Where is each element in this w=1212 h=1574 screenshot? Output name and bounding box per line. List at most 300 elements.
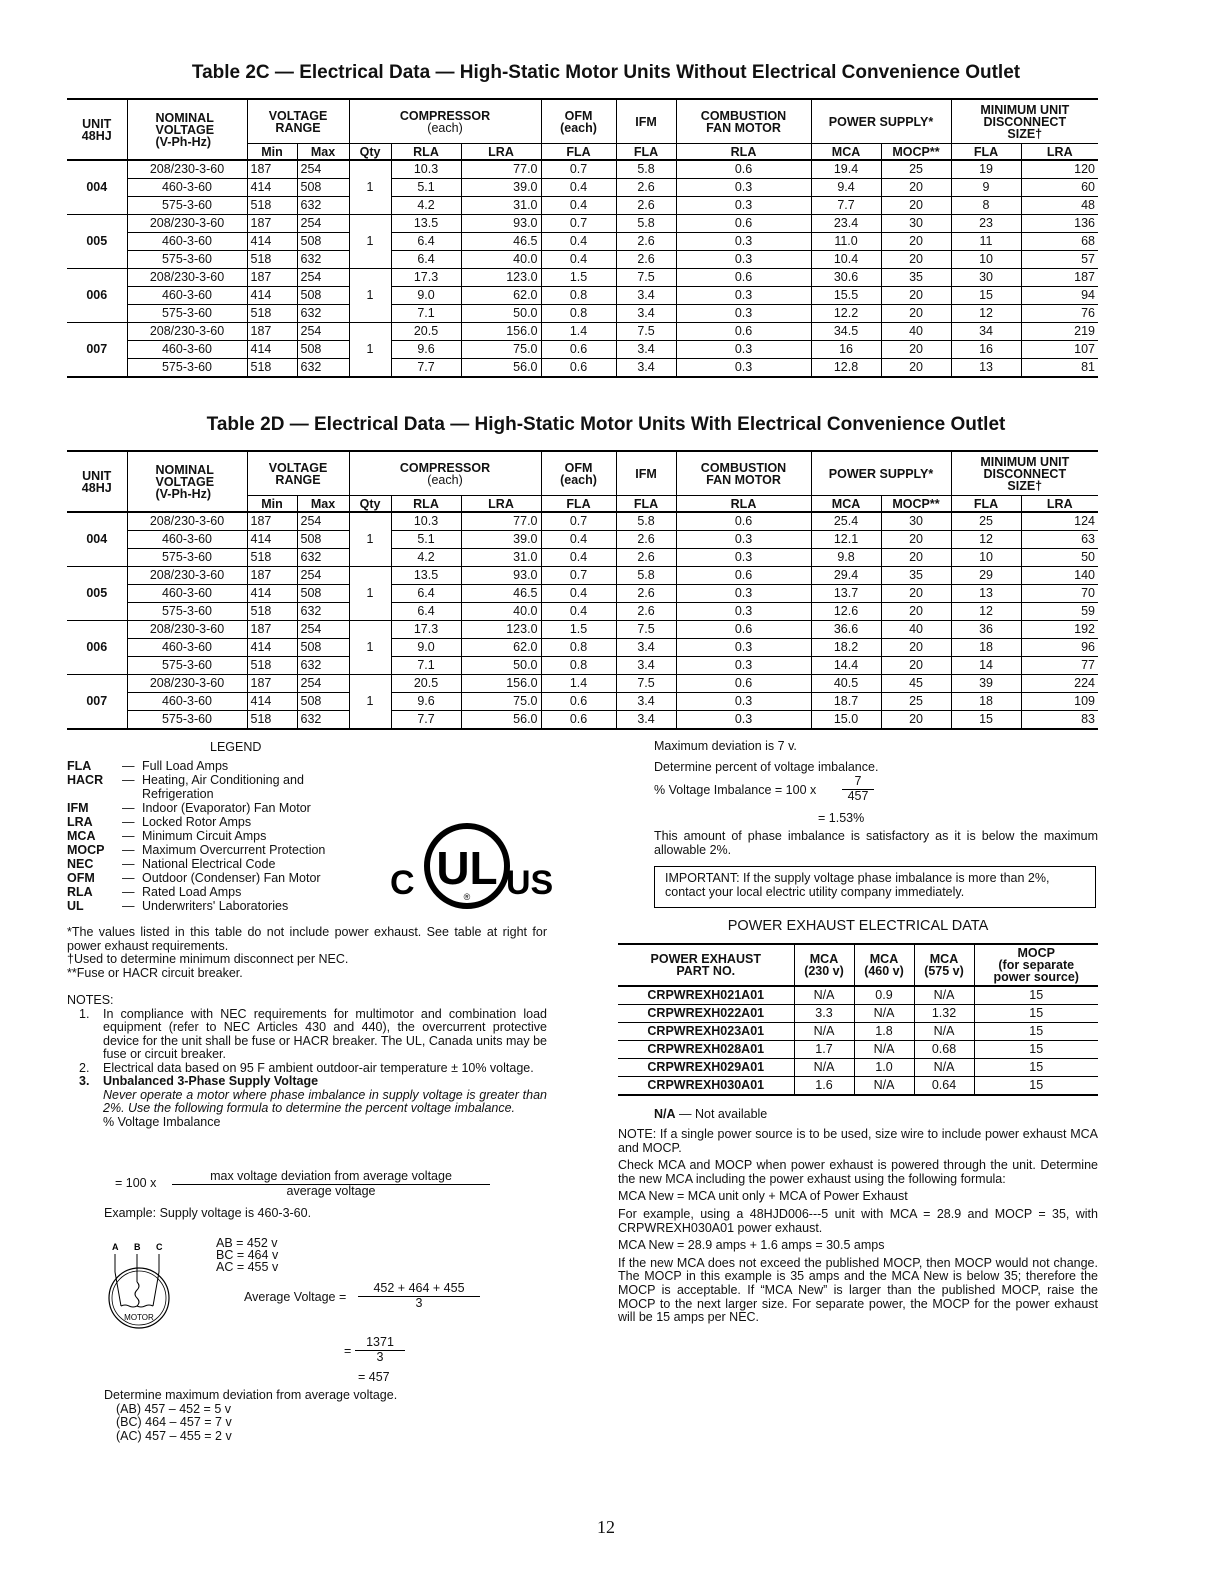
- important-text: IMPORTANT: If the supply voltage phase imbalance is more than 2%, contact your local electric utility company immediately.: [665, 871, 1050, 899]
- ifm-fla-cell: 7.5: [616, 323, 676, 341]
- max-cell: 508: [297, 639, 349, 657]
- lra-cell: 77.0: [461, 160, 541, 179]
- note-3-number: 3.: [79, 1074, 90, 1088]
- legend-title: LEGEND: [210, 740, 262, 754]
- pe-header-part: POWER EXHAUST PART NO.: [650, 952, 761, 978]
- legend-dash: —: [122, 871, 135, 885]
- mocp-cell: 20: [881, 657, 951, 675]
- pe-note-2: Check MCA and MOCP when power exhaust is powered through the unit. Determine the new MCA including the power exhaust using the following formula:: [618, 1158, 1098, 1186]
- notes-heading: NOTES:: [67, 993, 114, 1007]
- table-row: [67, 693, 1098, 711]
- nominal-voltage-cell: 208/230-3-60: [127, 567, 247, 585]
- table-row: [67, 711, 1098, 730]
- pe-value-cell: N/A: [854, 1005, 914, 1023]
- table-2c: [67, 98, 1098, 378]
- rla-cell: 9.6: [391, 341, 461, 359]
- hdr-min-disconnect: MINIMUM UNIT DISCONNECT SIZE†: [951, 99, 1098, 144]
- comb-rla-cell: 0.3: [676, 305, 811, 323]
- table-row: [67, 269, 1098, 287]
- legend-text: Indoor (Evaporator) Fan Motor: [142, 801, 311, 815]
- lra-cell: 46.5: [461, 233, 541, 251]
- mocp-cell: 25: [881, 693, 951, 711]
- legend-item: [67, 773, 325, 787]
- pe-value-cell: N/A: [914, 986, 974, 1005]
- ofm-fla-cell: 0.4: [541, 179, 616, 197]
- hdr-nominal-voltage: NOMINAL VOLTAGE (V-Ph-Hz): [127, 451, 247, 512]
- ifm-fla-cell: 2.6: [616, 531, 676, 549]
- footnote-dstar: **Fuse or HACR circuit breaker.: [67, 965, 243, 980]
- qty-cell: 1: [349, 323, 391, 378]
- comb-rla-cell: 0.3: [676, 711, 811, 730]
- min-cell: 414: [247, 531, 297, 549]
- mca-cell: 9.8: [811, 549, 881, 567]
- hdr-voltage-range: VOLTAGE RANGE: [247, 451, 349, 496]
- nominal-voltage-cell: 208/230-3-60: [127, 269, 247, 287]
- nominal-voltage-cell: 208/230-3-60: [127, 512, 247, 531]
- qty-cell: 1: [349, 675, 391, 730]
- motor-label: MOTOR: [124, 1313, 154, 1322]
- disc-fla-cell: 16: [951, 341, 1021, 359]
- pe-value-cell: 15: [974, 1041, 1098, 1059]
- mocp-cell: 20: [881, 251, 951, 269]
- table-row: [67, 160, 1098, 179]
- pe-value-cell: 0.68: [914, 1041, 974, 1059]
- nominal-voltage-cell: 575-3-60: [127, 359, 247, 378]
- disc-lra-cell: 81: [1021, 359, 1098, 378]
- pct-fraction: [842, 775, 874, 803]
- ofm-fla-cell: 0.8: [541, 639, 616, 657]
- disc-fla-cell: 15: [951, 711, 1021, 730]
- max-cell: 508: [297, 693, 349, 711]
- pe-header-mocp: MOCP (for separate power source): [974, 944, 1098, 986]
- pe-part-cell: CRPWREXH029A01: [647, 1060, 765, 1074]
- disc-fla-cell: 13: [951, 359, 1021, 378]
- pe-value-cell: N/A: [854, 1077, 914, 1096]
- disc-fla-cell: 9: [951, 179, 1021, 197]
- legend-item: [67, 843, 325, 857]
- comb-rla-cell: 0.3: [676, 603, 811, 621]
- min-cell: 414: [247, 179, 297, 197]
- mca-cell: 29.4: [811, 567, 881, 585]
- lra-cell: 39.0: [461, 179, 541, 197]
- hdr-power-supply: POWER SUPPLY*: [811, 451, 951, 496]
- disc-fla-cell: 12: [951, 603, 1021, 621]
- formula-numerator: max voltage deviation from average voltage: [172, 1170, 490, 1185]
- min-cell: 187: [247, 323, 297, 341]
- nominal-voltage-cell: 575-3-60: [127, 197, 247, 215]
- disc-fla-cell: 13: [951, 585, 1021, 603]
- footnotes: [67, 926, 547, 980]
- mocp-cell: 20: [881, 531, 951, 549]
- mca-cell: 15.5: [811, 287, 881, 305]
- hdr-min: Min: [247, 496, 297, 513]
- disc-lra-cell: 50: [1021, 549, 1098, 567]
- legend-abbr: IFM: [67, 801, 89, 815]
- legend-text: Minimum Circuit Amps: [142, 829, 267, 843]
- lra-cell: 75.0: [461, 693, 541, 711]
- hdr-rla: RLA: [391, 496, 461, 513]
- unit-cell: 006: [67, 621, 127, 675]
- mocp-cell: 40: [881, 323, 951, 341]
- ofm-fla-cell: 0.7: [541, 567, 616, 585]
- lra-cell: 31.0: [461, 197, 541, 215]
- ofm-fla-cell: 0.4: [541, 585, 616, 603]
- mca-cell: 16: [811, 341, 881, 359]
- comb-rla-cell: 0.6: [676, 160, 811, 179]
- pe-note-3: MCA New = MCA unit only + MCA of Power Exhaust: [618, 1189, 908, 1204]
- pe-value-cell: 1.7: [794, 1041, 854, 1059]
- hdr-comb-rla: RLA: [676, 496, 811, 513]
- hdr-comb-rla: RLA: [676, 144, 811, 161]
- comb-rla-cell: 0.3: [676, 341, 811, 359]
- rla-cell: 13.5: [391, 567, 461, 585]
- hdr-combustion: COMBUSTION FAN MOTOR: [676, 451, 811, 496]
- ofm-fla-cell: 1.4: [541, 675, 616, 693]
- hdr-ofm: OFM (each): [541, 451, 616, 496]
- deviation-bc: (BC) 464 – 457 = 7 v: [116, 1415, 232, 1430]
- comb-rla-cell: 0.6: [676, 567, 811, 585]
- comb-rla-cell: 0.3: [676, 639, 811, 657]
- ofm-fla-cell: 0.6: [541, 341, 616, 359]
- rla-cell: 7.7: [391, 711, 461, 730]
- determine-percent: Determine percent of voltage imbalance.: [654, 760, 879, 774]
- table-row: [67, 305, 1098, 323]
- comb-rla-cell: 0.6: [676, 675, 811, 693]
- nominal-voltage-cell: 460-3-60: [127, 585, 247, 603]
- ofm-fla-cell: 0.4: [541, 603, 616, 621]
- ifm-fla-cell: 3.4: [616, 711, 676, 730]
- min-cell: 518: [247, 251, 297, 269]
- disc-lra-cell: 68: [1021, 233, 1098, 251]
- legend-item: [67, 857, 325, 871]
- ifm-fla-cell: 2.6: [616, 549, 676, 567]
- note-1: In compliance with NEC requirements for multimotor and combination load equipment (refer to NEC Articles 430 and 440), the overcurrent protective device for the unit shall be fuse or HACR breaker. The UL, Canada units may be fuse or circuit breaker.: [103, 1006, 547, 1061]
- max-cell: 254: [297, 675, 349, 693]
- ifm-fla-cell: 2.6: [616, 603, 676, 621]
- nominal-voltage-cell: 460-3-60: [127, 287, 247, 305]
- lra-cell: 56.0: [461, 359, 541, 378]
- footnote-dagger: †Used to determine minimum disconnect per NEC.: [67, 952, 349, 966]
- example-text: Example: Supply voltage is 460-3-60.: [104, 1206, 312, 1220]
- ofm-fla-cell: 0.4: [541, 251, 616, 269]
- disc-lra-cell: 60: [1021, 179, 1098, 197]
- nominal-voltage-cell: 460-3-60: [127, 639, 247, 657]
- disc-fla-cell: 8: [951, 197, 1021, 215]
- qty-cell: 1: [349, 567, 391, 621]
- hdr-ifm-fla: FLA: [616, 144, 676, 161]
- comb-rla-cell: 0.3: [676, 657, 811, 675]
- mca-cell: 18.7: [811, 693, 881, 711]
- rla-cell: 6.4: [391, 603, 461, 621]
- ofm-fla-cell: 0.7: [541, 215, 616, 233]
- disc-lra-cell: 109: [1021, 693, 1098, 711]
- mca-cell: 9.4: [811, 179, 881, 197]
- disc-lra-cell: 219: [1021, 323, 1098, 341]
- mocp-cell: 45: [881, 675, 951, 693]
- max-cell: 254: [297, 160, 349, 179]
- comb-rla-cell: 0.3: [676, 179, 811, 197]
- voltage-ab: AB = 452 v: [216, 1236, 278, 1250]
- ofm-fla-cell: 0.4: [541, 531, 616, 549]
- nominal-voltage-cell: 208/230-3-60: [127, 323, 247, 341]
- legend-text: Outdoor (Condenser) Fan Motor: [142, 871, 321, 885]
- mocp-cell: 20: [881, 585, 951, 603]
- pe-part-cell: CRPWREXH022A01: [647, 1006, 765, 1020]
- lra-cell: 40.0: [461, 251, 541, 269]
- ifm-fla-cell: 5.8: [616, 567, 676, 585]
- max-cell: 632: [297, 305, 349, 323]
- hdr-combustion: COMBUSTION FAN MOTOR: [676, 99, 811, 144]
- pe-part-cell: CRPWREXH028A01: [647, 1042, 765, 1056]
- voltage-bc: BC = 464 v: [216, 1248, 279, 1262]
- nominal-voltage-cell: 208/230-3-60: [127, 675, 247, 693]
- disc-fla-cell: 15: [951, 287, 1021, 305]
- legend-text: Rated Load Amps: [142, 885, 242, 899]
- table-row: [67, 215, 1098, 233]
- pe-value-cell: 15: [974, 1023, 1098, 1041]
- rla-cell: 10.3: [391, 160, 461, 179]
- mocp-cell: 20: [881, 233, 951, 251]
- min-cell: 414: [247, 287, 297, 305]
- motor-label-c: C: [156, 1242, 163, 1252]
- mocp-cell: 35: [881, 269, 951, 287]
- deviation-block: [104, 1389, 397, 1443]
- hdr-mca: MCA: [811, 496, 881, 513]
- disc-fla-cell: 30: [951, 269, 1021, 287]
- ul-mark-us: US: [506, 864, 554, 902]
- legend-item: [67, 759, 325, 773]
- min-cell: 518: [247, 657, 297, 675]
- ifm-fla-cell: 5.8: [616, 215, 676, 233]
- max-cell: 632: [297, 711, 349, 730]
- min-cell: 414: [247, 585, 297, 603]
- max-cell: 254: [297, 567, 349, 585]
- rla-cell: 9.0: [391, 287, 461, 305]
- ofm-fla-cell: 0.7: [541, 512, 616, 531]
- mocp-cell: 20: [881, 305, 951, 323]
- formula-lhs: = 100 x: [115, 1176, 157, 1190]
- mca-cell: 25.4: [811, 512, 881, 531]
- max-cell: 508: [297, 179, 349, 197]
- max-cell: 254: [297, 512, 349, 531]
- disc-lra-cell: 107: [1021, 341, 1098, 359]
- rla-cell: 20.5: [391, 675, 461, 693]
- pe-value-cell: 15: [974, 986, 1098, 1005]
- sum-equals: =: [344, 1344, 352, 1358]
- max-cell: 254: [297, 215, 349, 233]
- pe-header-mca575: MCA (575 v): [914, 944, 974, 986]
- pe-part-cell: CRPWREXH030A01: [647, 1078, 765, 1092]
- avg-voltage-label: Average Voltage =: [244, 1290, 347, 1304]
- pe-note-5: MCA New = 28.9 amps + 1.6 amps = 30.5 amps: [618, 1238, 885, 1253]
- rla-cell: 17.3: [391, 269, 461, 287]
- legend-abbr: OFM: [67, 871, 95, 885]
- satisfactory-text: This amount of phase imbalance is satisfactory as it is below the maximum allowable 2%.: [654, 829, 1098, 857]
- hdr-unit: UNIT 48HJ: [67, 451, 127, 512]
- min-cell: 518: [247, 711, 297, 730]
- table-2c-title: Table 2C — Electrical Data — High-Static Motor Units Without Electrical Convenience Outlet: [191, 62, 1021, 83]
- lra-cell: 50.0: [461, 657, 541, 675]
- nominal-voltage-cell: 575-3-60: [127, 603, 247, 621]
- lra-cell: 50.0: [461, 305, 541, 323]
- max-cell: 508: [297, 233, 349, 251]
- voltage-readings: [216, 1237, 278, 1273]
- table-row: [67, 567, 1098, 585]
- hdr-qty: Qty: [349, 144, 391, 161]
- hdr-max: Max: [297, 144, 349, 161]
- hdr-disc-fla: FLA: [951, 144, 1021, 161]
- hdr-min: Min: [247, 144, 297, 161]
- unit-cell: 006: [67, 269, 127, 323]
- min-cell: 518: [247, 549, 297, 567]
- max-cell: 254: [297, 323, 349, 341]
- min-cell: 187: [247, 621, 297, 639]
- rla-cell: 7.1: [391, 657, 461, 675]
- legend-list: [67, 759, 325, 913]
- lra-cell: 77.0: [461, 512, 541, 531]
- hdr-power-supply: POWER SUPPLY*: [811, 99, 951, 144]
- rla-cell: 10.3: [391, 512, 461, 531]
- mca-cell: 11.0: [811, 233, 881, 251]
- unit-cell: 007: [67, 675, 127, 730]
- legend-item: [67, 801, 325, 815]
- qty-cell: 1: [349, 215, 391, 269]
- legend-dash: —: [122, 885, 135, 899]
- ul-mark-c: C: [390, 864, 415, 902]
- mocp-cell: 20: [881, 549, 951, 567]
- nominal-voltage-cell: 208/230-3-60: [127, 160, 247, 179]
- comb-rla-cell: 0.3: [676, 287, 811, 305]
- mocp-cell: 20: [881, 197, 951, 215]
- mca-cell: 10.4: [811, 251, 881, 269]
- pe-value-cell: N/A: [794, 1023, 854, 1041]
- mocp-cell: 30: [881, 512, 951, 531]
- hdr-lra: LRA: [461, 496, 541, 513]
- na-abbr: N/A: [654, 1107, 676, 1121]
- legend-text: Locked Rotor Amps: [142, 815, 252, 829]
- disc-lra-cell: 140: [1021, 567, 1098, 585]
- hdr-unit: UNIT 48HJ: [67, 99, 127, 160]
- deviation-ab: (AB) 457 – 452 = 5 v: [116, 1401, 232, 1416]
- ifm-fla-cell: 7.5: [616, 269, 676, 287]
- max-cell: 508: [297, 585, 349, 603]
- disc-fla-cell: 29: [951, 567, 1021, 585]
- table-row: [67, 359, 1098, 378]
- ofm-fla-cell: 0.8: [541, 657, 616, 675]
- disc-lra-cell: 70: [1021, 585, 1098, 603]
- comb-rla-cell: 0.3: [676, 693, 811, 711]
- mca-cell: 34.5: [811, 323, 881, 341]
- legend-item: [67, 829, 325, 843]
- disc-lra-cell: 120: [1021, 160, 1098, 179]
- formula-denominator: average voltage: [286, 1183, 376, 1198]
- legend-abbr: MOCP: [67, 843, 105, 857]
- pct-result: = 1.53%: [818, 811, 865, 825]
- nominal-voltage-cell: 575-3-60: [127, 305, 247, 323]
- table-2d: [67, 450, 1098, 730]
- lra-cell: 56.0: [461, 711, 541, 730]
- ifm-fla-cell: 7.5: [616, 675, 676, 693]
- nominal-voltage-cell: 208/230-3-60: [127, 215, 247, 233]
- legend-item: [67, 815, 325, 829]
- sum-fraction: [355, 1336, 405, 1364]
- legend-dash: —: [122, 843, 135, 857]
- unit-cell: 004: [67, 160, 127, 215]
- deviation-title: Determine maximum deviation from average voltage.: [104, 1388, 398, 1402]
- note-3-title: Unbalanced 3-Phase Supply Voltage: [103, 1074, 319, 1088]
- ifm-fla-cell: 7.5: [616, 621, 676, 639]
- lra-cell: 46.5: [461, 585, 541, 603]
- legend-dash: —: [122, 857, 135, 871]
- table-row: [67, 621, 1098, 639]
- comb-rla-cell: 0.3: [676, 251, 811, 269]
- max-cell: 508: [297, 287, 349, 305]
- pe-value-cell: N/A: [854, 1041, 914, 1059]
- rla-cell: 7.7: [391, 359, 461, 378]
- mocp-cell: 20: [881, 359, 951, 378]
- legend-text: Underwriters' Laboratories: [142, 899, 289, 913]
- mca-cell: 14.4: [811, 657, 881, 675]
- table-row: [67, 531, 1098, 549]
- min-cell: 414: [247, 341, 297, 359]
- hdr-nominal-voltage: NOMINAL VOLTAGE (V-Ph-Hz): [127, 99, 247, 160]
- ifm-fla-cell: 2.6: [616, 233, 676, 251]
- max-cell: 632: [297, 657, 349, 675]
- disc-lra-cell: 96: [1021, 639, 1098, 657]
- disc-lra-cell: 63: [1021, 531, 1098, 549]
- legend-abbr: RLA: [67, 885, 93, 899]
- legend-abbr: LRA: [67, 815, 93, 829]
- table-row: [67, 675, 1098, 693]
- hdr-mca: MCA: [811, 144, 881, 161]
- disc-fla-cell: 14: [951, 657, 1021, 675]
- hdr-mocp: MOCP**: [881, 496, 951, 513]
- min-cell: 518: [247, 603, 297, 621]
- nominal-voltage-cell: 575-3-60: [127, 549, 247, 567]
- legend-item: [67, 871, 325, 885]
- rla-cell: 6.4: [391, 585, 461, 603]
- nominal-voltage-cell: 208/230-3-60: [127, 621, 247, 639]
- mca-cell: 30.6: [811, 269, 881, 287]
- pe-value-cell: 1.32: [914, 1005, 974, 1023]
- rla-cell: 20.5: [391, 323, 461, 341]
- table-row: [67, 233, 1098, 251]
- pe-value-cell: N/A: [794, 986, 854, 1005]
- rla-cell: 17.3: [391, 621, 461, 639]
- disc-lra-cell: 224: [1021, 675, 1098, 693]
- disc-lra-cell: 48: [1021, 197, 1098, 215]
- pe-value-cell: 1.6: [794, 1077, 854, 1096]
- pe-value-cell: 15: [974, 1059, 1098, 1077]
- notes: [67, 994, 547, 1129]
- hdr-mocp: MOCP**: [881, 144, 951, 161]
- ofm-fla-cell: 1.4: [541, 323, 616, 341]
- ul-listing-mark: [388, 818, 554, 910]
- pe-table-row: [618, 1005, 1098, 1023]
- hdr-compressor: COMPRESSOR (each): [349, 99, 541, 144]
- legend-text: Refrigeration: [142, 787, 214, 801]
- disc-fla-cell: 18: [951, 693, 1021, 711]
- mca-cell: 18.2: [811, 639, 881, 657]
- max-cell: 508: [297, 341, 349, 359]
- min-cell: 518: [247, 305, 297, 323]
- pe-value-cell: 0.9: [854, 986, 914, 1005]
- pe-part-cell: CRPWREXH023A01: [647, 1024, 765, 1038]
- rla-cell: 6.4: [391, 233, 461, 251]
- ofm-fla-cell: 1.5: [541, 621, 616, 639]
- avg-voltage-fraction: [358, 1282, 480, 1310]
- ifm-fla-cell: 2.6: [616, 251, 676, 269]
